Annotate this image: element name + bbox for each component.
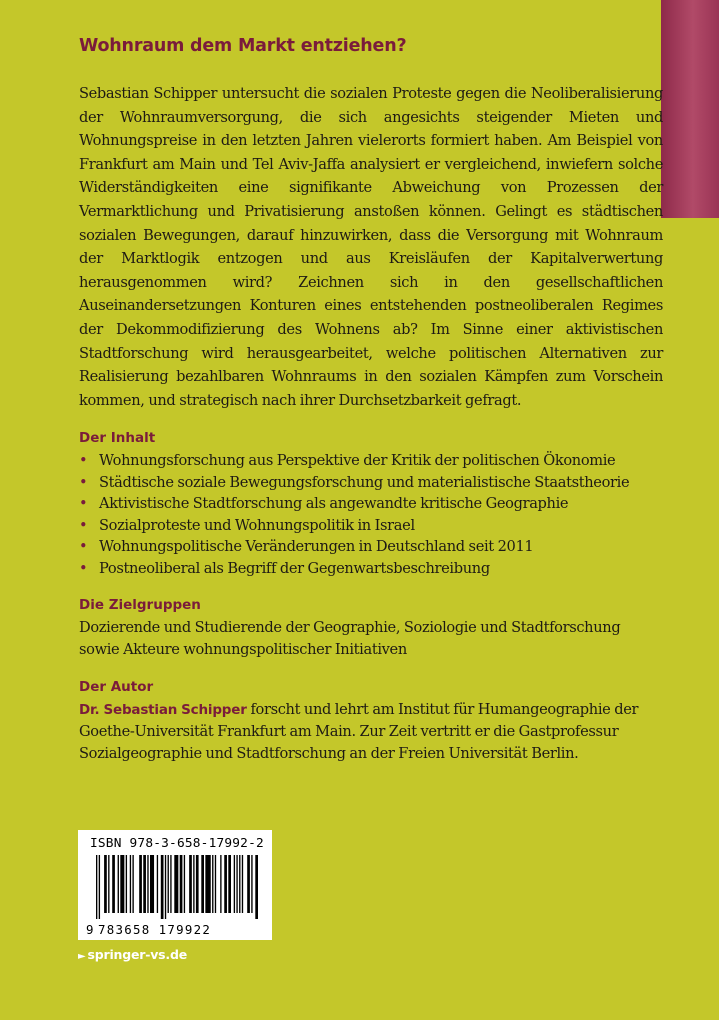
barcode-bar	[189, 855, 192, 913]
barcode-bar	[126, 855, 127, 913]
barcode-bar	[251, 855, 252, 913]
barcode-bar	[247, 855, 250, 913]
barcode-bar	[236, 855, 237, 913]
barcode-bar	[139, 855, 142, 913]
barcode-bar	[215, 855, 216, 913]
bullet-icon: •	[79, 495, 88, 513]
book-title: Wohnraum dem Markt entziehen?	[79, 36, 407, 56]
barcode-bar	[150, 855, 154, 913]
barcode-bar	[112, 855, 115, 913]
barcode	[78, 830, 272, 940]
barcode-bar	[255, 855, 258, 919]
autor-text	[79, 699, 663, 765]
barcode-bar	[184, 855, 185, 913]
inhalt-heading: Der Inhalt	[79, 430, 156, 447]
barcode-bar	[224, 855, 227, 913]
barcode-bar	[196, 855, 199, 913]
barcode-bar	[108, 855, 109, 913]
inhalt-list	[79, 450, 663, 579]
barcode-bar	[157, 855, 158, 913]
barcode-digits	[86, 922, 264, 937]
barcode-bar	[174, 855, 178, 913]
barcode-bar	[205, 855, 210, 913]
zielgruppen-heading: Die Zielgruppen	[79, 597, 201, 614]
barcode-bar	[161, 855, 164, 919]
arrow-right-icon: ►	[78, 951, 86, 962]
barcode-bars	[86, 855, 264, 919]
author-bio: forscht und lehrt am Institut für Humangeographie der Goethe-Universität Frankfurt am Main. Zur Zeit vertritt er die Gastprofessur Sozialgeographie und Stadtforschung an der Freien Universität Berlin.	[79, 701, 639, 763]
barcode-bar	[168, 855, 169, 913]
barcode-bar	[118, 855, 119, 913]
list-item: • Städtische soziale Bewegungsforschung und materialistische Staatstheorie	[79, 472, 663, 494]
barcode-bar	[220, 855, 221, 913]
barcode-digit-group-left: 783658	[98, 922, 151, 937]
list-item: • Sozialproteste und Wohnungspolitik in Israel	[79, 515, 663, 537]
bullet-icon: •	[79, 516, 88, 534]
barcode-bar	[234, 855, 235, 913]
list-item: • Aktivistische Stadtforschung als angewandte kritische Geographie	[79, 493, 663, 515]
barcode-bar	[170, 855, 171, 913]
barcode-bar	[180, 855, 183, 913]
barcode-bar	[143, 855, 146, 913]
barcode-bar	[242, 855, 243, 913]
barcode-bar	[239, 855, 240, 913]
bullet-icon: •	[79, 559, 88, 577]
barcode-digit-group-right: 179922	[158, 922, 212, 937]
isbn-label: ISBN 978-3-658-17992-2	[90, 836, 264, 851]
barcode-bar	[132, 855, 133, 913]
barcode-digit-first: 9	[86, 922, 94, 937]
barcode-bar	[201, 855, 204, 913]
barcode-bar	[96, 855, 97, 919]
barcode-bar	[120, 855, 124, 913]
autor-heading: Der Autor	[79, 679, 154, 696]
publisher-website[interactable]	[78, 947, 187, 962]
bullet-icon: •	[79, 538, 88, 556]
author-name: Dr. Sebastian Schipper	[79, 702, 247, 719]
list-item: • Postneoliberal als Begriff der Gegenwartsbeschreibung	[79, 558, 663, 580]
bullet-icon: •	[79, 473, 88, 491]
barcode-bar	[99, 855, 100, 919]
list-item: • Wohnungsforschung aus Perspektive der Kritik der politischen Ökonomie	[79, 450, 663, 472]
back-cover-content	[79, 36, 663, 765]
barcode-bar	[228, 855, 231, 913]
barcode-bar	[130, 855, 131, 913]
barcode-bar	[212, 855, 213, 913]
bullet-icon: •	[79, 452, 88, 470]
barcode-bar	[193, 855, 194, 913]
barcode-bar	[147, 855, 148, 913]
intro-paragraph: Sebastian Schipper untersucht die sozialen Proteste gegen die Neoliberalisierung der Wohnraumversorgung, die sich angesichts steigender Mieten und Wohnungspreise in den letzten Jahren vielerorts formiert haben. Am Beispiel von Frankfurt am Main und Tel Aviv-Jaffa analysiert er vergleichend, inwiefern solche Widerständigkeiten eine signifikante Abweichung von Prozessen der Vermarktlichung und Privatisierung anstoßen können. Gelingt es städtischen sozialen Bewegungen, darauf hinzuwirken, dass die Versorgung mit Wohnraum der Marktlogik entzogen und aus Kreisläufen der Kapitalverwertung herausgenommen wird? Zeichnen sich in den gesellschaftlichen Auseinandersetzungen Konturen eines entstehenden postneoliberalen Regimes der Dekommodifizierung des Wohnens ab? Im Sinne einer aktivistischen Stadtforschung wird herausgearbeitet, welche politischen Alternativen zur Realisierung bezahlbaren Wohnraums in den sozialen Kämpfen zum Vorschein kommen, und strategisch nach ihrer Durchsetzbarkeit gefragt.	[79, 85, 663, 409]
zielgruppen-text: Dozierende und Studierende der Geographie, Soziologie und Stadtforschung sowie Akteure wohnungspolitischer Initiativen	[79, 619, 621, 659]
barcode-bar	[104, 855, 107, 913]
accent-color-bar	[661, 0, 719, 218]
website-url: springer-vs.de	[87, 947, 187, 962]
barcode-bar	[165, 855, 166, 919]
list-item: • Wohnungspolitische Veränderungen in Deutschland seit 2011	[79, 536, 663, 558]
